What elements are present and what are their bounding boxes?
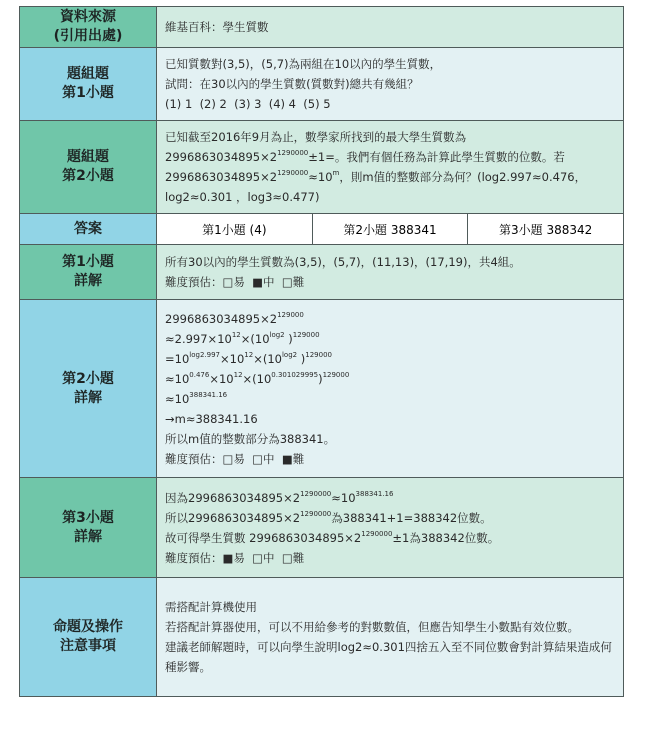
text-line: 若搭配計算器使用，可以不用給參考的對數數值，但應告知學生小數點有效位數。: [165, 620, 579, 634]
header-line: 第1小題: [62, 85, 114, 101]
notes-text: [157, 578, 624, 697]
math-line: $=10^{log2.997}\times 10^{12}\times(10^{log2}$ )$^{129000}$: [165, 350, 332, 366]
math: ): [297, 351, 306, 366]
math: ≈10: [165, 391, 190, 406]
text-line: [165, 508, 615, 528]
answer-q1: 第1小題 (4): [202, 222, 267, 237]
text: ，則m值的整數部分為何？(log2.997≈0.476，: [339, 170, 587, 184]
exponent: m: [332, 169, 340, 177]
math: (10: [252, 371, 272, 386]
header-line: 資料來源: [60, 9, 116, 25]
answer-cells: [157, 214, 624, 245]
text: ±1為388342位數。: [392, 530, 500, 545]
math: =10: [165, 351, 190, 366]
text-line: log2≈0.301 ，log3≈0.477): [165, 190, 320, 204]
math: ×(10: [253, 351, 282, 366]
exponent: 388341.16: [189, 390, 228, 399]
exponent: 129000: [292, 330, 320, 339]
exponent: 129000: [305, 350, 332, 359]
text-line: 需搭配計算機使用: [165, 600, 257, 614]
difficulty-line: 難度預估：□易 ■中 □難: [165, 275, 305, 289]
header-line: 第2小題: [62, 168, 114, 184]
row-source: [20, 7, 624, 48]
header-sol1: [20, 245, 157, 300]
math-line: [165, 329, 615, 349]
math-line: [165, 389, 615, 409]
row-sol1: [20, 245, 624, 300]
header-line: 命題及操作: [53, 619, 123, 635]
header-source: [20, 7, 157, 48]
exponent: 12: [231, 330, 241, 339]
header-q2: [20, 121, 157, 214]
row-sol2: [20, 300, 624, 478]
header-line: 第2小題: [62, 370, 114, 387]
exponent: 1290000: [277, 149, 309, 157]
question-table: [19, 6, 624, 697]
header-line: 題組題: [67, 66, 109, 82]
text-line: 已知截至2016年9月為止，數學家所找到的最大學生質數為: [165, 130, 467, 144]
exponent: 129000: [322, 370, 350, 379]
row-sol3: [20, 478, 624, 578]
math: ≈10: [331, 490, 356, 505]
math: 2996863034895×2: [165, 311, 278, 326]
header-line: 詳解: [74, 273, 102, 289]
math: ≈2.997×10: [165, 331, 232, 346]
text: 為388341+1=388342位數。: [331, 510, 492, 525]
text-line: [165, 488, 615, 508]
row-q2: [20, 121, 624, 214]
exponent: 0.476: [189, 370, 210, 379]
exponent: 1290000: [300, 489, 332, 498]
text-line: 所以m值的整數部分為388341。: [165, 431, 336, 446]
answer-q3: 第3小題 388342: [467, 214, 623, 244]
exponent: 1290000: [361, 529, 393, 538]
header-line: 詳解: [74, 389, 102, 406]
exponent: 1290000: [300, 509, 332, 518]
math-line: →m≈388341.16: [165, 411, 258, 426]
header-sol3: [20, 478, 157, 578]
exponent: 129000: [277, 310, 304, 319]
answer-q2: 第2小題 388341: [312, 214, 468, 244]
text-line: 試問：在30以內的學生質數(質數對)總共有幾組？: [165, 77, 419, 91]
row-q1: [20, 48, 624, 121]
header-line: 題組題: [67, 149, 109, 165]
math: ×(10: [240, 331, 270, 346]
math: 所以2996863034895×2: [165, 510, 301, 525]
header-line: (引用出處): [53, 28, 123, 44]
math: 2996863034895×2: [165, 170, 278, 184]
math-line: $\approx 10^{0.476}\times 10^{12}\times(10^{0.301029995})^{129000}$: [165, 370, 350, 386]
text-line: 所有30以內的學生質數為(3,5)，(5,7)，(11,13)，(17,19)，共4組。: [165, 255, 521, 269]
row-notes: [20, 578, 624, 697]
header-line: 詳解: [74, 528, 102, 545]
exponent: 0.301029995: [271, 370, 319, 379]
sol1-text: [157, 245, 624, 300]
math: 故可得學生質數 2996863034895×2: [165, 530, 362, 545]
exponent: 388341.16: [355, 489, 394, 498]
text-line: 建議老師解題時，可以向學生說明log2≈0.301四捨五入至不同位數會對計算結果造成何種影響。: [165, 640, 612, 674]
difficulty-line: 難度預估：■易 □中 □難: [165, 550, 305, 565]
math: 因為2996863034895×2: [165, 490, 301, 505]
exponent: log2.997: [189, 350, 220, 359]
exponent: log2: [269, 330, 285, 339]
header-q1: [20, 48, 157, 121]
math: ): [318, 371, 323, 386]
text-line: 已知質數對(3,5)，(5,7)為兩組在10以內的學生質數，: [165, 57, 442, 71]
sol3-text: [157, 478, 624, 578]
text-line: [165, 167, 615, 187]
text-line: [165, 147, 615, 167]
exponent: 12: [244, 350, 254, 359]
row-answer: [20, 214, 624, 245]
text-line: [165, 528, 615, 548]
header-line: 第1小題: [62, 254, 114, 270]
q2-text: [157, 121, 624, 214]
header-line: 注意事項: [60, 638, 116, 654]
options-line: (1) 1 (2) 2 (3) 3 (4) 4 (5) 5: [165, 97, 331, 111]
header-notes: [20, 578, 157, 697]
exponent: 12: [233, 370, 243, 379]
source-text: 維基百科：學生質數: [157, 7, 624, 48]
math-line: [165, 309, 615, 329]
sol2-text: [157, 300, 624, 478]
text: ±1=。我們有個任務為計算此學生質數的位數。若: [308, 150, 565, 164]
header-line: 第3小題: [62, 509, 114, 526]
exponent: 1290000: [277, 169, 309, 177]
math: 2996863034895×2: [165, 150, 278, 164]
exponent: log2: [281, 350, 298, 359]
header-sol2: [20, 300, 157, 478]
q1-text: [157, 48, 624, 121]
difficulty-line: 難度預估：□易 □中 ■難: [165, 451, 305, 466]
math: ): [284, 331, 293, 346]
math: ≈10: [165, 371, 190, 386]
header-answer: 答案: [20, 214, 157, 245]
math: ≈10: [308, 170, 333, 184]
